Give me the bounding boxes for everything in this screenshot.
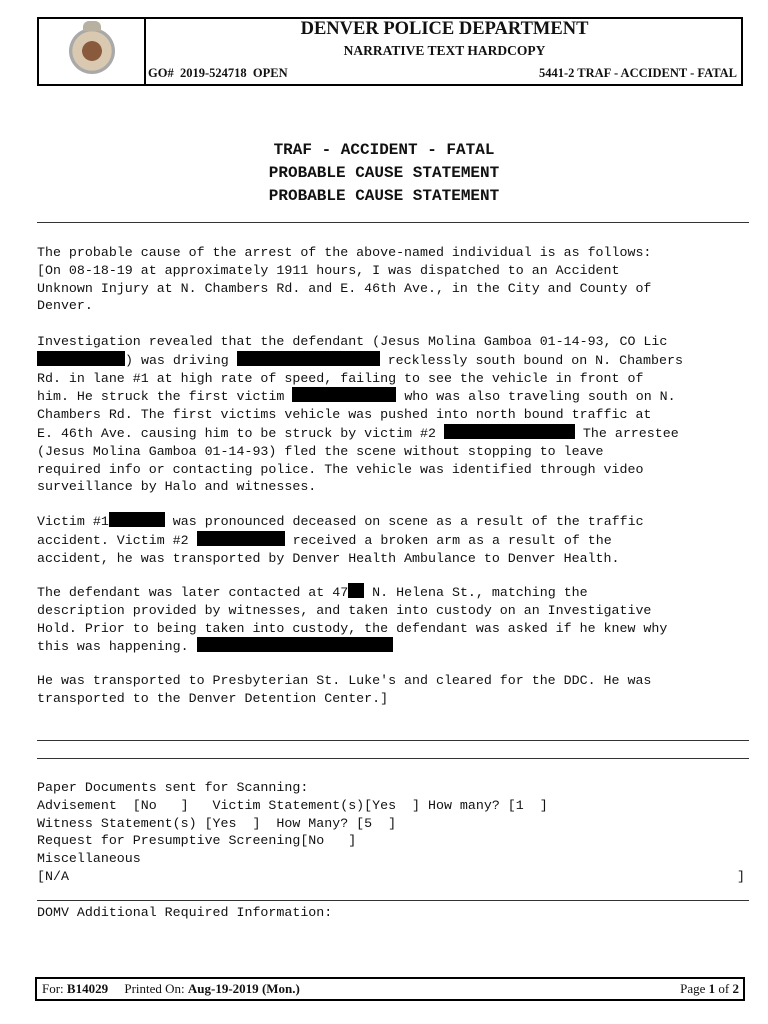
text-segment: ) was driving [125,352,237,368]
text-line [37,531,749,550]
redaction-bar [237,351,380,366]
text-line [37,512,749,531]
text-line: Hold. Prior to being taken into custody, the defendant was asked if he knew why [37,620,668,636]
text-line: Chambers Rd. The first victims vehicle was pushed into north bound traffic at [37,407,652,423]
domv-heading: DOMV Additional Required Information: [37,905,333,920]
text-line: surveillance by Halo and witnesses. [37,479,317,495]
text-line: Investigation revealed that the defendant (Jesus Molina Gamboa 01-14-93, CO Lic [37,334,668,349]
page-of: of [718,981,730,996]
for-value: B14029 [66,981,109,996]
text-segment: recklessly south bound on N. Chambers [379,352,683,368]
for-label: For: [42,981,64,996]
divider [37,222,749,223]
text-segment: N. Helena St., matching the [364,585,588,600]
divider [37,900,749,901]
text-segment: The arrestee [574,425,679,441]
text-line: [On 08-18-19 at approximately 1911 hours, I was dispatched to an Accident [37,262,620,278]
text-segment: this was happening. [37,639,197,655]
documents-line: Miscellaneous [37,851,141,867]
redaction-bar [348,583,364,598]
report-footer [35,977,745,1001]
police-badge-logo [69,28,115,74]
printed-day: (Mon.) [261,981,300,996]
text-segment: received a broken arm as a result of the [284,532,612,548]
text-segment: who was also traveling south on N. [396,389,676,405]
narrative-paragraph-4 [37,583,749,656]
text-line: accident, he was transported by Denver Health Ambulance to Denver Health. [37,550,620,566]
narrative-paragraph-3 [37,512,749,567]
text-segment: accident. Victim #2 [37,532,197,548]
go-number-line [148,66,288,81]
text-segment: E. 46th Ave. causing him to be struck by victim #2 [37,425,444,441]
page-number: 1 [708,981,716,996]
go-status: OPEN [252,66,288,80]
documents-line: Advisement [No ] Victim Statement(s)[Yes ] How many? [1 ] [37,797,548,813]
redaction-bar [37,351,125,366]
documents-line: Witness Statement(s) [Yes ] How Many? [5 ] [37,815,397,831]
text-line [37,424,749,443]
text-line: Unknown Injury at N. Chambers Rd. and E. 46th Ave., in the City and County of [37,280,652,296]
text-line [37,583,749,602]
report-subtitle: NARRATIVE TEXT HARDCOPY [343,43,546,58]
text-line [37,387,749,406]
offense-classification: 5441-2 TRAF - ACCIDENT - FATAL [538,66,737,80]
printed-label: Printed On: [124,981,185,996]
title-line-1: TRAF - ACCIDENT - FATAL [273,141,495,159]
text-line: (Jesus Molina Gamboa 01-14-93) fled the scene without stopping to leave [37,443,604,459]
department-name: DENVER POLICE DEPARTMENT [300,19,589,39]
redaction-bar [197,637,393,652]
documents-line: Request for Presumptive Screening[No ] [37,833,357,849]
text-line [37,637,749,656]
redaction-bar [197,531,285,546]
text-segment: Victim #1 [37,514,109,529]
go-number: 2019-524718 [179,66,247,80]
report-header [37,17,743,86]
text-line: The probable cause of the arrest of the above-named individual is as follows: [37,245,652,260]
redaction-bar [444,424,575,439]
redaction-bar [292,387,396,402]
text-segment: him. He struck the first victim [37,389,293,405]
go-label: GO# [148,66,174,80]
text-segment: The defendant was later contacted at 47 [37,585,349,600]
narrative-paragraph-5 [37,672,749,708]
redaction-bar [109,512,165,527]
documents-misc-line [37,868,749,886]
narrative-paragraph-2 [37,333,749,496]
footer-left [42,981,300,997]
documents-section [37,779,749,886]
documents-heading: Paper Documents sent for Scanning: [37,780,309,795]
logo-cell [39,19,146,84]
page-total: 2 [732,981,739,996]
text-segment: was pronounced deceased on scene as a result of the traffic [164,514,644,529]
text-line: Denver. [37,298,93,314]
text-line: He was transported to Presbyterian St. Luke's and cleared for the DDC. He was [37,673,652,688]
text-line [37,351,749,370]
title-line-3: PROBABLE CAUSE STATEMENT [268,187,500,205]
misc-value: [N/A [37,868,69,884]
text-line: description provided by witnesses, and taken into custody on an Investigative [37,602,652,618]
text-line: required info or contacting police. The vehicle was identified through video [37,461,644,477]
text-line: Rd. in lane #1 at high rate of speed, failing to see the vehicle in front of [37,370,644,386]
page-label: Page [680,981,706,996]
narrative-paragraph-1 [37,244,749,315]
page-indicator [680,981,739,997]
misc-close-bracket: ] [737,868,745,884]
divider [37,740,749,741]
divider [37,758,749,759]
printed-date: Aug-19-2019 [187,981,259,996]
title-line-2: PROBABLE CAUSE STATEMENT [268,164,500,182]
text-line: transported to the Denver Detention Center.] [37,690,389,706]
